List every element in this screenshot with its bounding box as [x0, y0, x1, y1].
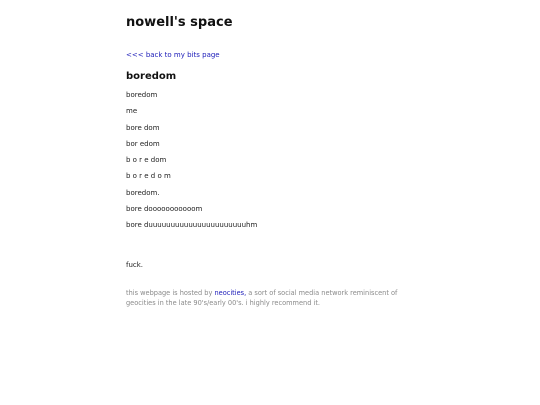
post-line: bore dooooooooooom	[126, 205, 203, 214]
post-body	[126, 90, 426, 230]
footer-prefix: this webpage is hosted by	[126, 289, 215, 298]
neocities-link[interactable]: neocities,	[214, 289, 247, 298]
post-line: b o r e dom	[126, 156, 167, 165]
footer-suffix: a sort of social media network reminiscent of geocities in the late 90's/early 00's. i highly recommend it.	[126, 289, 398, 308]
post-line: bore duuuuuuuuuuuuuuuuuuuuuuhm	[126, 221, 258, 230]
post-line: me	[126, 107, 138, 116]
hosting-footer	[126, 288, 416, 308]
post-line: boredom	[126, 91, 158, 99]
post-line: bor edom	[126, 139, 160, 148]
page-content	[126, 14, 426, 315]
post-line: b o r e d o m	[126, 172, 171, 181]
back-to-bits-link[interactable]: <<< back to my bits page	[126, 51, 220, 59]
site-title: nowell's space	[126, 15, 233, 30]
post-title: boredom	[126, 71, 177, 82]
post-closing-line: fuck.	[126, 261, 144, 270]
post-line: bore dom	[126, 123, 160, 132]
post-line: boredom.	[126, 188, 160, 197]
